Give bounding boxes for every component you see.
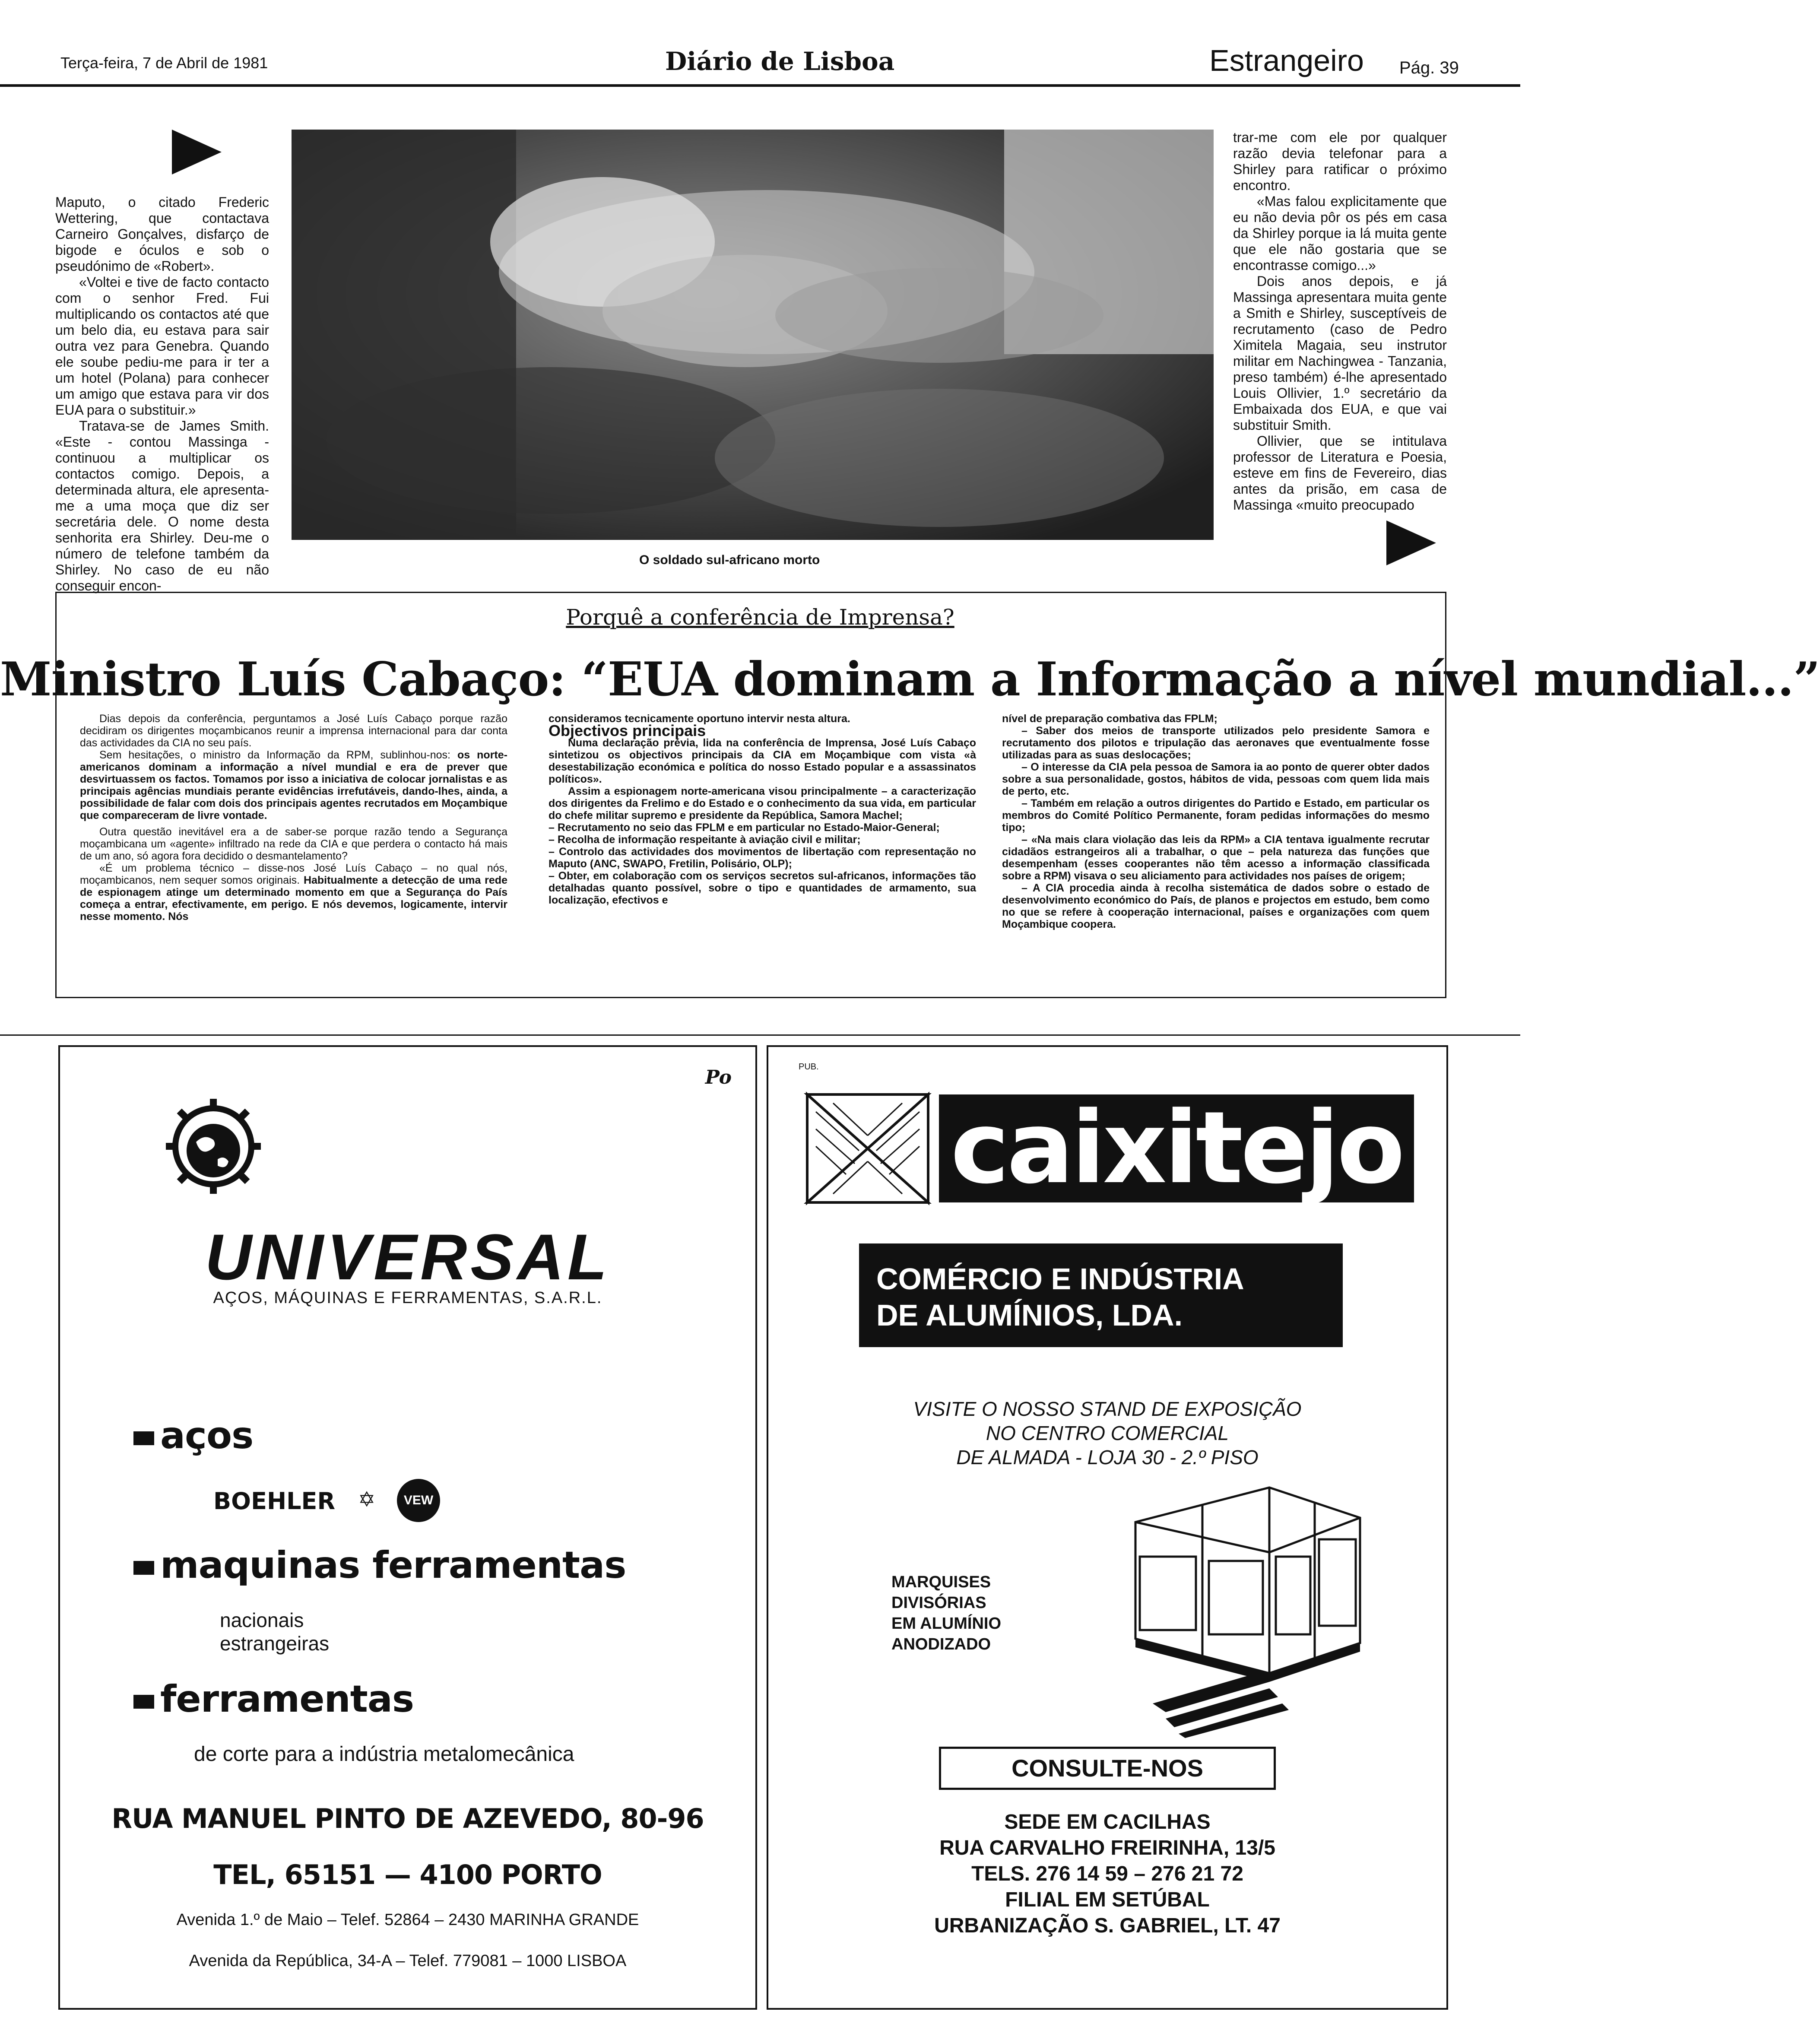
product-line: MARQUISES — [891, 1573, 991, 1591]
article-subheading: Objectivos principais — [549, 722, 706, 739]
paragraph-text: Sem hesitações, o ministro da Informação da RPM, sublinhou-nos: — [99, 749, 450, 761]
item-label: aços — [160, 1414, 254, 1457]
article-paragraph: – Saber dos meios de transporte utilizados pelo presidente Samora e recrutamento dos pilotos e tripulação das aeronaves que eventualmente fosse utilizadas para as suas deslocações; — [1002, 725, 1430, 761]
product-line: EM ALUMÍNIO — [891, 1614, 1002, 1633]
company-banner — [859, 1243, 1343, 1347]
contact-line: RUA CARVALHO FREIRINHA, 13/5 — [939, 1837, 1275, 1859]
product-line: DIVISÓRIAS — [891, 1594, 986, 1612]
article-paragraph: – Também em relação a outros dirigentes do Partido e Estado, em particular os membros do Comité Político Permanente, foram pedidas informações do mesmo tipo; — [1002, 797, 1430, 834]
article-right-column — [1233, 130, 1447, 513]
box-column-3 — [1002, 713, 1430, 930]
agency-mark: Po — [705, 1066, 732, 1088]
item-label: ferramentas — [160, 1678, 414, 1721]
item-label: maquinas ferramentas — [160, 1544, 626, 1587]
bullet-square-icon — [133, 1561, 154, 1575]
item-ferramentas-sub: de corte para a indústria metalomecânica — [194, 1743, 574, 1766]
ad-branch: Avenida da República, 34-A – Telef. 779081 – 1000 LISBOA — [189, 1952, 627, 1970]
product-list — [891, 1572, 1001, 1655]
brand-vew-logo: VEW — [397, 1479, 440, 1522]
ad-address: RUA MANUEL PINTO DE AZEVEDO, 80-96 — [111, 1803, 704, 1834]
gear-globe-logo-icon — [162, 1094, 265, 1198]
article-paragraph: – «Na mais clara violação das leis da RPM» a CIA tentava igualmente recrutar cidadãos estrangeiros ali a trabalhar, o que – pela natureza das funções que desempenham (esses cooperantes não têm acesso a informação classificada sobre a RPM) visava o seu aliciamento para actividades nos países de origem; — [1002, 834, 1430, 882]
visit-line: NO CENTRO COMERCIAL — [986, 1422, 1229, 1444]
article-paragraph: Tratava-se de James Smith. «Este - contou Massinga - continuou a multiplicar os contactos comigo. Depois, a determinada altura, ele apresenta-me a uma moça que diz ser secretária dele. O nome desta senhorita era Shirley. Deu-me o número de telefone também da Shirley. No caso de eu não conseguir encon- — [55, 418, 269, 593]
article-paragraph: trar-me com ele por qualquer razão devia telefonar para a Shirley para ratificar o próximo encontro. — [1233, 130, 1447, 193]
item-maquinas-sub — [220, 1608, 329, 1655]
caixitejo-logo-icon — [807, 1094, 928, 1202]
article-paragraph: – Recrutamento no seio das FPLM e em particular no Estado-Maior-General; — [549, 822, 940, 834]
article-paragraph: – Controlo das actividades dos movimentos de libertação com representação no Maputo (ANC, SWAPO, Fretilin, Polisário, OLP); — [549, 846, 976, 870]
item-ferramentas — [133, 1678, 414, 1721]
article-paragraph: Dois anos depois, e já Massinga apresentara muita gente a Smith e Shirley, susceptíveis de recrutamento (caso de Pedro Ximitela Magaia, seu instrutor militar em Nachingwea - Tanzania, preso também) é-lhe apresentado Louis Ollivier, 1.º secretário da Embaixada dos EUA, e que vai substituir Smith. — [1233, 273, 1447, 433]
article-paragraph: Assim a espionagem norte-americana visou principalmente – a caracterização dos dirigentes da Frelimo e do Estado e o conhecimento da sua vida, em particular do chefe militar supremo e presidente da República, Samora Machel; — [549, 785, 976, 822]
page-number: Pág. 39 — [1399, 58, 1459, 77]
article-paragraph: Numa declaração prévia, lida na conferência de Imprensa, José Luís Cabaço sintetizou os objectivos principais da CIA em Moçambique com vista «à desestabilização económica e política do nosso Estado popular e a assassinatos políticos». — [549, 737, 976, 785]
pub-label: PUB. — [799, 1062, 819, 1072]
brand-boehler: BOEHLER — [213, 1488, 336, 1515]
article-paragraph: Outra questão inevitável era a de saber-se porque razão tendo a Segurança moçambicana um «agente» infiltrado na rede da CIA e que perdera o contacto há mais de um ano, só agora fora decidido o desmantelamento? — [80, 826, 507, 862]
photo-image — [292, 130, 1214, 540]
visit-notice — [768, 1397, 1446, 1469]
paragraph-bold-text: Habitualmente a detecção de uma rede de espionagem atinge um determinado momento em que a Segurança do País começa a entrar, efectivamente, em perigo. E nós devemos, logicamente, intervir nesse momento. Nós — [80, 874, 507, 923]
article-paragraph: «Voltei e tive de facto contacto com o senhor Fred. Fui multiplicando os contactos até que um belo dia, eu estava para sair outra vez para Genebra. Quando ele soube pediu-me para ir ter a um hotel (Polana) para conhecer um amigo que estava para vir dos EUA para o substituir.» — [55, 274, 269, 418]
continue-arrow-icon — [172, 130, 222, 174]
caixitejo-brand: caixitejo — [939, 1094, 1414, 1202]
ad-caixitejo — [767, 1045, 1448, 2010]
contact-line: URBANIZAÇÃO S. GABRIEL, LT. 47 — [934, 1914, 1281, 1937]
contact-info — [768, 1809, 1446, 1939]
article-kicker: Porquê a conferência de Imprensa? — [566, 605, 954, 630]
header-rule — [0, 84, 1520, 87]
item-acos — [133, 1414, 253, 1457]
banner-line: COMÉRCIO E INDÚSTRIA — [876, 1262, 1244, 1296]
article-paragraph: Ollivier, que se intitulava professor de Literatura e Poesia, esteve em fins de Fevereiro, dias antes da prisão, em casa de Massinga «muito preocupado — [1233, 433, 1447, 513]
ad-branch: Avenida 1.º de Maio – Telef. 52864 – 2430 MARINHA GRANDE — [176, 1911, 639, 1929]
consult-button: CONSULTE-NOS — [939, 1747, 1276, 1790]
star-icon: ✡ — [358, 1488, 376, 1511]
sub-label: nacionais — [220, 1609, 304, 1631]
ad-phone: TEL, 65151 — 4100 PORTO — [213, 1859, 602, 1890]
bullet-square-icon — [133, 1431, 154, 1445]
universal-subtitle: AÇOS, MÁQUINAS E FERRAMENTAS, S.A.R.L. — [213, 1289, 602, 1307]
paragraph-bold-text: os norte-americanos dominam a informação a nível mundial e era de prever que desvirtuassem os factos. Tomamos por isso a iniciativa de colocar jornalistas e as principais agências mundiais perante evidências irrefutáveis, dando-lhes, ainda, a possibilidade de falar com dois dos principais agentes recrutados em Moçambique que compareceram de livre vontade. — [80, 749, 507, 822]
aluminum-enclosure-illustration — [1127, 1470, 1369, 1738]
article-paragraph: Maputo, o citado Frederic Wettering, que contactava Carneiro Gonçalves, disfarço de bigode e óculos e sob o pseudónimo de «Robert». — [55, 194, 269, 274]
paragraph-text: «É um problema técnico – disse-nos José Luís Cabaço – no qual nós, moçambicanos, nem sequer somos originais. — [80, 862, 507, 886]
visit-line: VISITE O NOSSO STAND DE EXPOSIÇÃO — [913, 1398, 1302, 1420]
product-line: ANODIZADO — [891, 1635, 991, 1653]
continue-arrow-icon — [1386, 520, 1436, 565]
article-paragraph: consideramos tecnicamente oportuno intervir nesta altura. — [549, 713, 850, 725]
ad-universal — [58, 1045, 757, 2010]
box-column-1 — [80, 713, 507, 923]
article-paragraph: «Mas falou explicitamente que eu não devia pôr os pés em casa da Shirley porque ia lá muita gente que ele não gostaria que se encontrasse comigo...» — [1233, 193, 1447, 273]
newspaper-title: Diário de Lisboa — [665, 47, 895, 76]
article-headline: Ministro Luís Cabaço: “EUA dominam a Informação a nível mundial...” — [0, 652, 1820, 707]
article-paragraph — [80, 749, 507, 822]
box-column-2 — [549, 713, 976, 906]
article-paragraph — [80, 862, 507, 923]
article-left-column — [55, 194, 269, 594]
article-paragraph: – O interesse da CIA pela pessoa de Samora ia ao ponto de querer obter dados sobre a sua personalidade, gostos, hábitos de vida, pessoas com quem lida mais de perto, etc. — [1002, 761, 1430, 797]
universal-brand: UNIVERSAL — [205, 1221, 611, 1293]
sub-label: estrangeiras — [220, 1632, 330, 1655]
article-paragraph: – Obter, em colaboração com os serviços secretos sul-africanos, informações tão detalhadas quanto possível, sobre o tipo e quantidades de armamento, sua localização, efectivos e — [549, 870, 976, 906]
section-divider — [0, 1034, 1520, 1036]
bullet-square-icon — [133, 1695, 154, 1709]
article-paragraph: nível de preparação combativa das FPLM; — [1002, 713, 1218, 725]
article-paragraph: – A CIA procedia ainda à recolha sistemática de dados sobre o estado de desenvolvimento económico do País, de planos e projectos em estudo, bem como no que se refere à cooperação internacional, países e organizações com quem Moçambique coopera. — [1002, 882, 1430, 930]
contact-line: SEDE EM CACILHAS — [1004, 1811, 1211, 1833]
article-paragraph: – Recolha de informação respeitante à aviação civil e militar; — [549, 834, 861, 846]
banner-line: DE ALUMÍNIOS, LDA. — [876, 1298, 1183, 1332]
contact-line: FILIAL EM SETÚBAL — [1005, 1888, 1210, 1911]
item-maquinas — [133, 1544, 626, 1587]
photo-caption: O soldado sul-africano morto — [639, 553, 820, 567]
contact-line: TELS. 276 14 59 – 276 21 72 — [971, 1862, 1243, 1885]
news-photo — [292, 130, 1214, 540]
header-date: Terça-feira, 7 de Abril de 1981 — [60, 54, 268, 72]
visit-line: DE ALMADA - LOJA 30 - 2.º PISO — [956, 1446, 1259, 1469]
article-paragraph: Dias depois da conferência, perguntamos a José Luís Cabaço porque razão decidiram os dirigentes moçambicanos reunir a imprensa internacional para dar conta das actividades da CIA no seu país. — [80, 713, 507, 749]
section-title: Estrangeiro — [1209, 44, 1364, 77]
